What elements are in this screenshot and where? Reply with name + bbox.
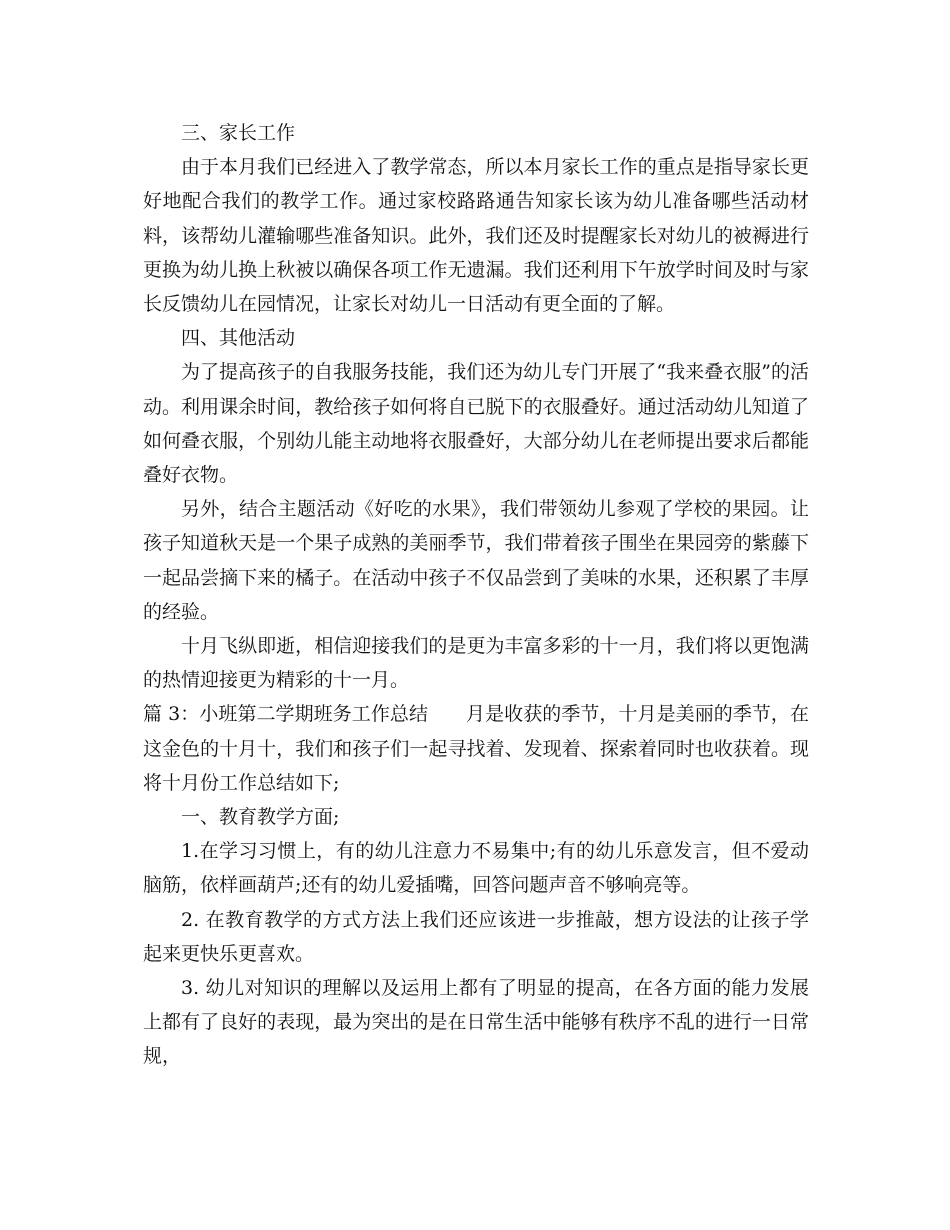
section-3-paragraph bbox=[143, 697, 809, 800]
paragraph-parent-work: 由于本月我们已经进入了教学常态，所以本月家长工作的重点是指导家长更好地配合我们的教学工作。通过家校路路通告知家长该为幼儿准备哪些活动材料，该帮幼儿灌输哪些准备知识。此外，我们还及时提醒家长对幼儿的被褥进行更换为幼儿换上秋被以确保各项工作无遗漏。我们还利用下午放学时间及时与家长反馈幼儿在园情况，让家长对幼儿一日活动有更全面的了解。 bbox=[143, 156, 809, 316]
list-item-1: 1.在学习习惯上，有的幼儿注意力不易集中;有的幼儿乐意发言，但不爱动脑筋，依样画葫芦;还有的幼儿爱插嘴，回答问题声音不够响亮等。 bbox=[143, 840, 809, 897]
paragraph-folding-clothes: 为了提高孩子的自我服务技能，我们还为幼儿专门开展了“我来叠衣服”的活动。利用课余时间，教给孩子如何将自已脱下的衣服叠好。通过活动幼儿知道了如何叠衣服，个别幼儿能主动地将衣服叠好，大部分幼儿在老师提出要求后都能叠好衣物。 bbox=[143, 361, 809, 487]
paragraph-orchard-visit: 另外，结合主题活动《好吃的水果》，我们带领幼儿参观了学校的果园。让孩子知道秋天是一个果子成熟的美丽季节，我们带着孩子围坐在果园旁的紫藤下一起品尝摘下来的橘子。在活动中孩子不仅品尝到了美味的水果，还积累了丰厚的经验。 bbox=[143, 498, 809, 623]
section-3-intro: 月是收获的季节，十月是美丽的季节，在这金色的十月十，我们和孩子们一起寻找着、发现着、探索着同时也收获着。现将十月份工作总结如下; bbox=[143, 703, 809, 794]
heading-other-activities: 四、其他活动 bbox=[181, 327, 296, 350]
heading-teaching: 一、教育教学方面; bbox=[181, 806, 340, 829]
list-item-3: 3. 幼儿对知识的理解以及运用上都有了明显的提高，在各方面的能力发展上都有了良好的表现，最为突出的是在日常生活中能够有秩序不乱的进行一日常规， bbox=[143, 977, 809, 1068]
paragraph-november: 十月飞纵即逝，相信迎接我们的是更为丰富多彩的十一月，我们将以更饱满的热情迎接更为精彩的十一月。 bbox=[143, 635, 809, 692]
section-3-heading: 篇 3：小班第二学期班务工作总结 bbox=[143, 703, 428, 726]
list-item-2: 2. 在教育教学的方式方法上我们还应该进一步推敲，想方设法的让孩子学起来更快乐更喜欢。 bbox=[143, 908, 809, 965]
heading-parent-work: 三、家长工作 bbox=[181, 122, 296, 144]
document-body bbox=[143, 116, 809, 1074]
